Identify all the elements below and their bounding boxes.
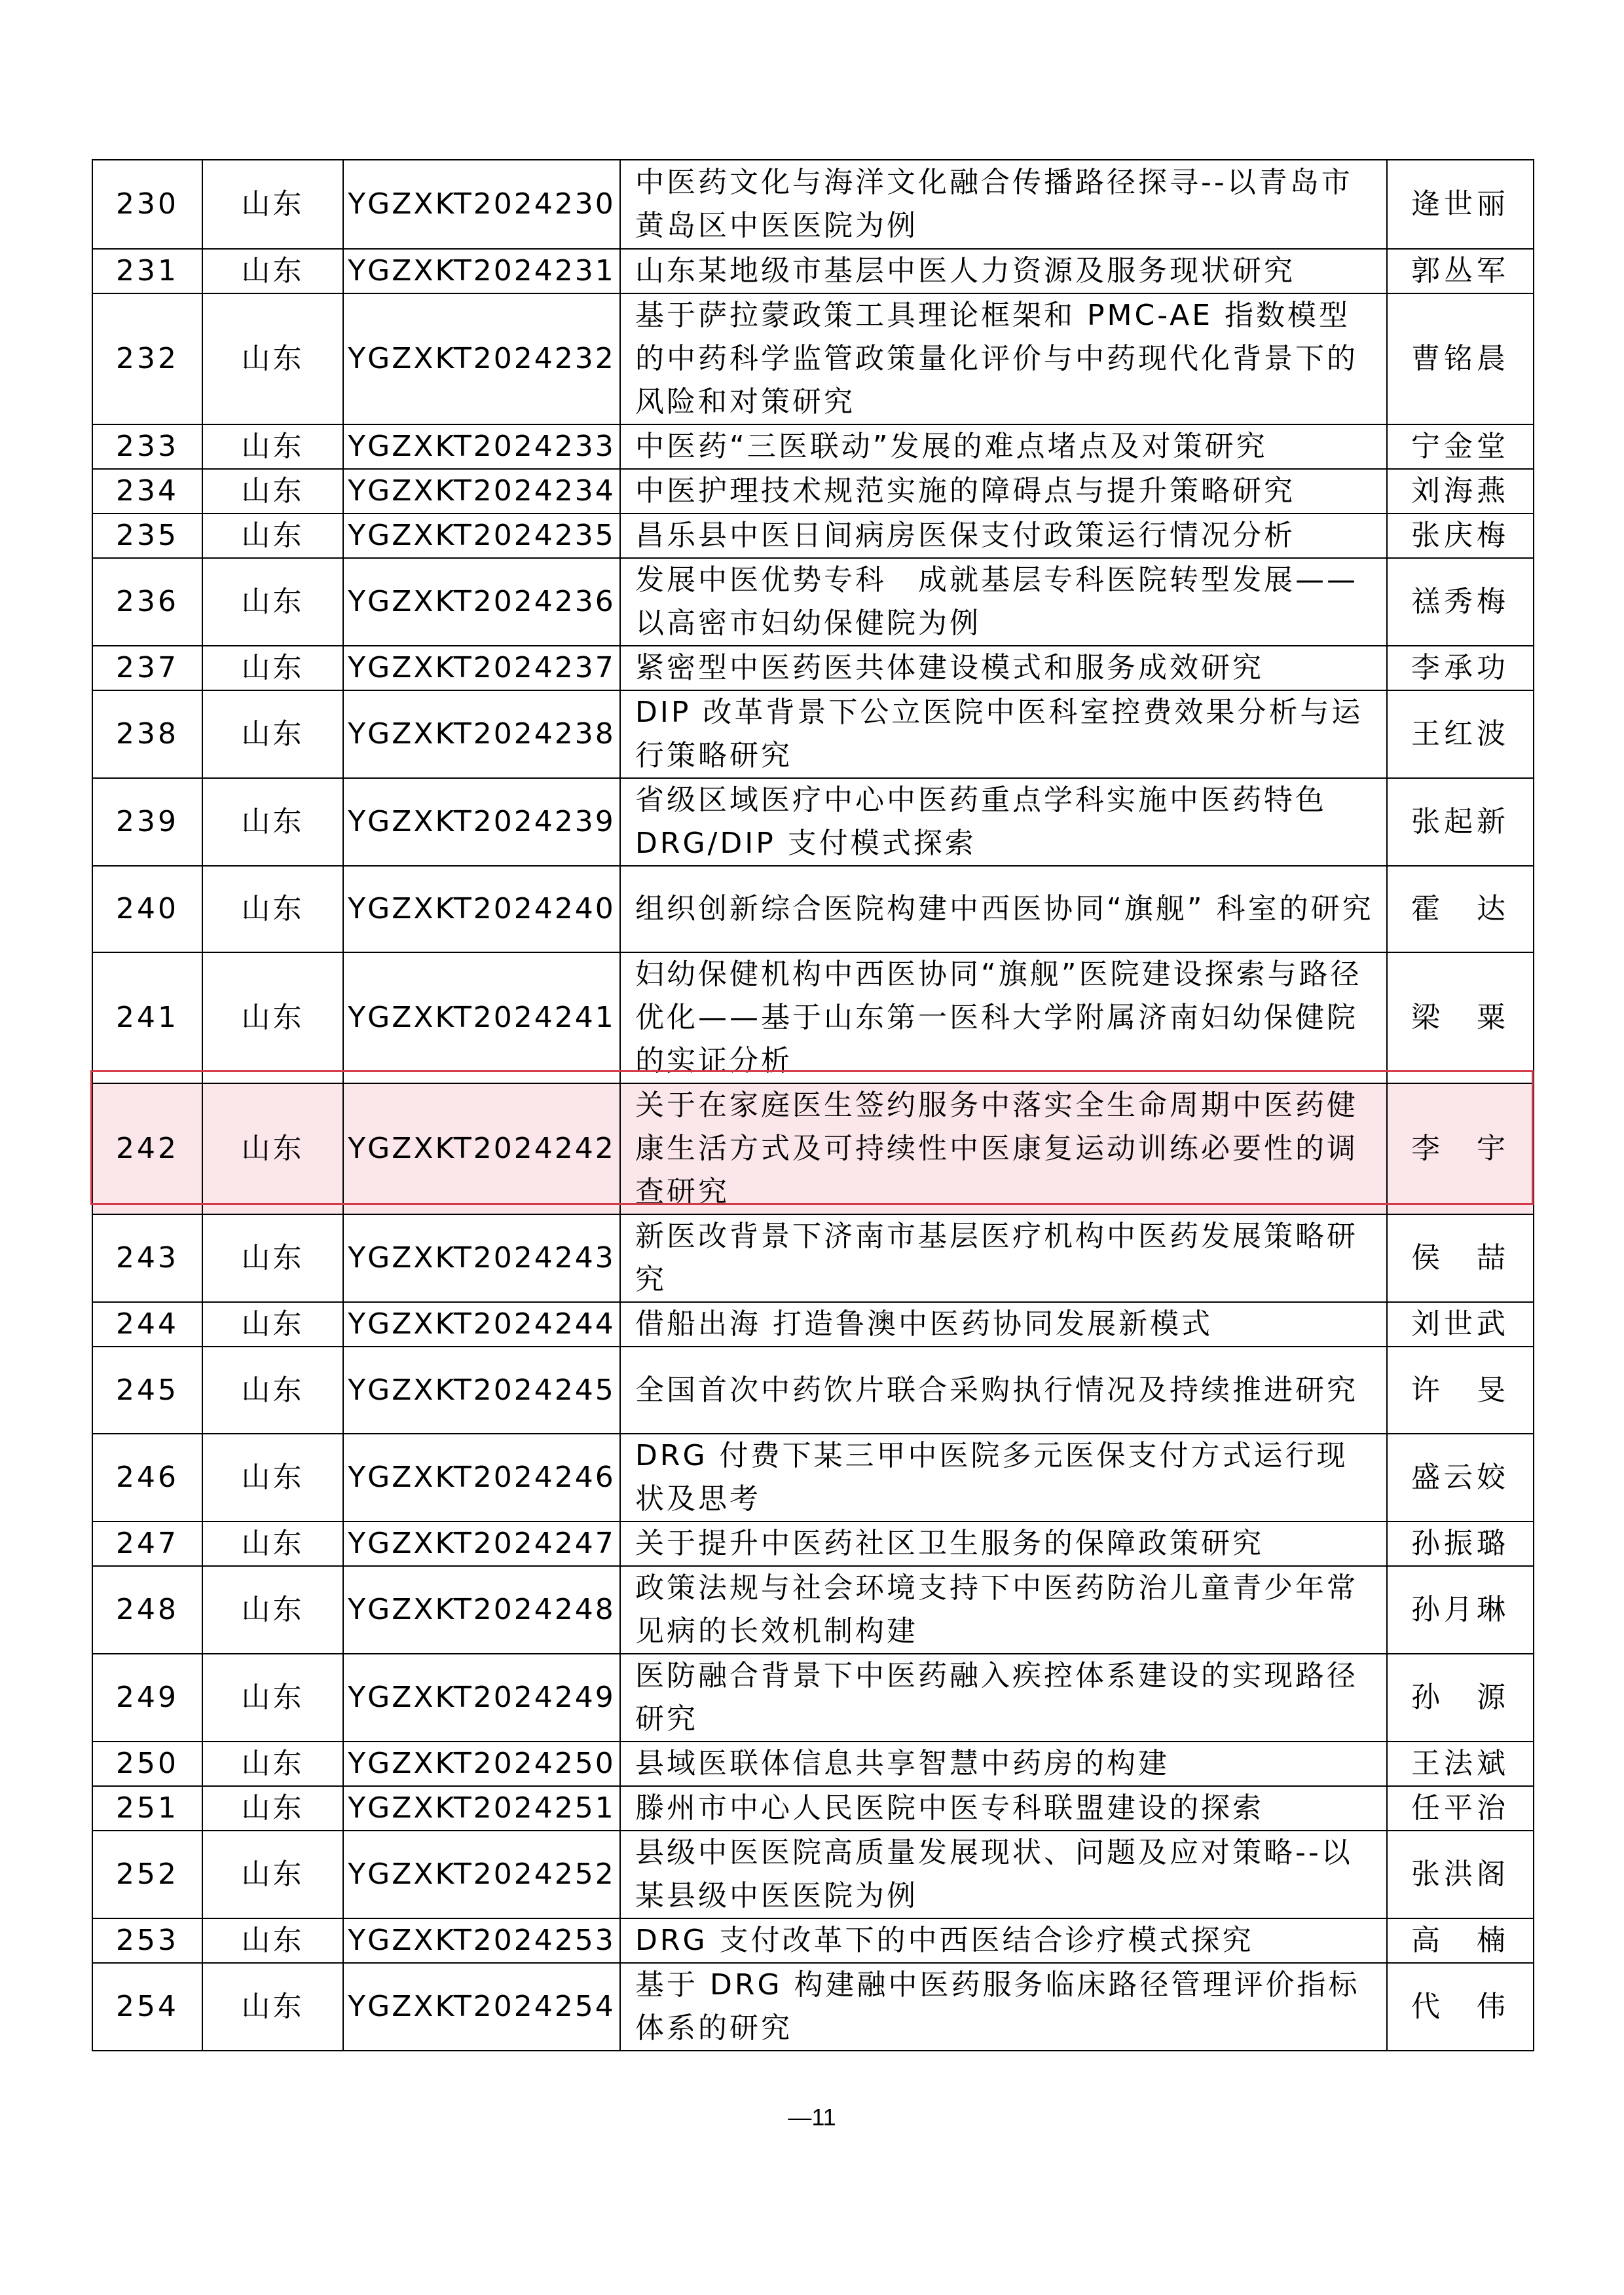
row-title: 基于萨拉蒙政策工具理论框架和 PMC-AE 指数模型的中药科学监管政策量化评价与中药现代化背景下的风险和对策研究 — [620, 293, 1387, 424]
row-province: 山东 — [202, 469, 343, 513]
row-province: 山东 — [202, 952, 343, 1083]
row-title: 妇幼保健机构中西医协同“旗舰”医院建设探索与路径优化——基于山东第一医科大学附属济南妇幼保健院的实证分析 — [620, 952, 1387, 1083]
table-row — [92, 778, 1534, 866]
row-province: 山东 — [202, 1963, 343, 2051]
row-name: 代 伟 — [1387, 1963, 1534, 2051]
table-row — [92, 1214, 1534, 1302]
row-number: 238 — [92, 690, 202, 778]
row-name: 禚秀梅 — [1387, 558, 1534, 646]
row-name: 侯 喆 — [1387, 1214, 1534, 1302]
row-code: YGZXKT2024251 — [343, 1786, 620, 1831]
row-name: 梁 粟 — [1387, 952, 1534, 1083]
row-code: YGZXKT2024238 — [343, 690, 620, 778]
row-province: 山东 — [202, 160, 343, 249]
row-number: 247 — [92, 1521, 202, 1566]
row-province: 山东 — [202, 690, 343, 778]
row-code: YGZXKT2024239 — [343, 778, 620, 866]
table-row — [92, 1831, 1534, 1918]
row-code: YGZXKT2024250 — [343, 1742, 620, 1786]
row-name: 王红波 — [1387, 690, 1534, 778]
table-row — [92, 249, 1534, 293]
table-row — [92, 1302, 1534, 1347]
row-title: 发展中医优势专科 成就基层专科医院转型发展——以高密市妇幼保健院为例 — [620, 558, 1387, 646]
row-title: 中医护理技术规范实施的障碍点与提升策略研究 — [620, 469, 1387, 513]
row-code: YGZXKT2024249 — [343, 1654, 620, 1742]
row-title: 关于在家庭医生签约服务中落实全生命周期中医药健康生活方式及可持续性中医康复运动训练必要性的调查研究 — [620, 1083, 1387, 1214]
row-number: 235 — [92, 513, 202, 558]
row-number: 246 — [92, 1434, 202, 1521]
row-title: DRG 支付改革下的中西医结合诊疗模式探究 — [620, 1918, 1387, 1963]
row-number: 240 — [92, 866, 202, 952]
row-code: YGZXKT2024237 — [343, 646, 620, 690]
row-code: YGZXKT2024233 — [343, 424, 620, 469]
row-number: 253 — [92, 1918, 202, 1963]
row-number: 236 — [92, 558, 202, 646]
row-number: 249 — [92, 1654, 202, 1742]
table-row — [92, 1347, 1534, 1434]
row-province: 山东 — [202, 293, 343, 424]
row-number: 231 — [92, 249, 202, 293]
row-name: 孙振璐 — [1387, 1521, 1534, 1566]
highlighted-table-row — [92, 1083, 1534, 1214]
table-row — [92, 1521, 1534, 1566]
row-province: 山东 — [202, 1302, 343, 1347]
row-name: 孙月琳 — [1387, 1566, 1534, 1654]
row-code: YGZXKT2024243 — [343, 1214, 620, 1302]
table-row — [92, 558, 1534, 646]
row-name: 盛云姣 — [1387, 1434, 1534, 1521]
row-name: 李 宇 — [1387, 1083, 1534, 1214]
row-name: 许 旻 — [1387, 1347, 1534, 1434]
table-row — [92, 646, 1534, 690]
row-code: YGZXKT2024240 — [343, 866, 620, 952]
row-title: 县级中医医院高质量发展现状、问题及应对策略--以某县级中医医院为例 — [620, 1831, 1387, 1918]
row-name: 刘海燕 — [1387, 469, 1534, 513]
table-row — [92, 690, 1534, 778]
row-code: YGZXKT2024236 — [343, 558, 620, 646]
table-row — [92, 469, 1534, 513]
row-name: 张起新 — [1387, 778, 1534, 866]
row-number: 254 — [92, 1963, 202, 2051]
row-number: 245 — [92, 1347, 202, 1434]
row-code: YGZXKT2024252 — [343, 1831, 620, 1918]
row-title: 滕州市中心人民医院中医专科联盟建设的探索 — [620, 1786, 1387, 1831]
row-province: 山东 — [202, 1831, 343, 1918]
table-row — [92, 424, 1534, 469]
row-number: 244 — [92, 1302, 202, 1347]
row-name: 刘世武 — [1387, 1302, 1534, 1347]
row-code: YGZXKT2024248 — [343, 1566, 620, 1654]
row-code: YGZXKT2024254 — [343, 1963, 620, 2051]
row-title: 中医药“三医联动”发展的难点堵点及对策研究 — [620, 424, 1387, 469]
table-row — [92, 1786, 1534, 1831]
row-number: 234 — [92, 469, 202, 513]
row-title: 关于提升中医药社区卫生服务的保障政策研究 — [620, 1521, 1387, 1566]
row-province: 山东 — [202, 866, 343, 952]
row-title: 全国首次中药饮片联合采购执行情况及持续推进研究 — [620, 1347, 1387, 1434]
row-title: 基于 DRG 构建融中医药服务临床路径管理评价指标体系的研究 — [620, 1963, 1387, 2051]
row-title: 新医改背景下济南市基层医疗机构中医药发展策略研究 — [620, 1214, 1387, 1302]
row-province: 山东 — [202, 424, 343, 469]
row-province: 山东 — [202, 1347, 343, 1434]
row-province: 山东 — [202, 1083, 343, 1214]
row-name: 高 楠 — [1387, 1918, 1534, 1963]
row-number: 241 — [92, 952, 202, 1083]
table-row — [92, 1918, 1534, 1963]
row-code: YGZXKT2024234 — [343, 469, 620, 513]
row-name: 张洪阁 — [1387, 1831, 1534, 1918]
row-code: YGZXKT2024231 — [343, 249, 620, 293]
row-province: 山东 — [202, 1654, 343, 1742]
row-number: 237 — [92, 646, 202, 690]
row-code: YGZXKT2024235 — [343, 513, 620, 558]
row-title: 昌乐县中医日间病房医保支付政策运行情况分析 — [620, 513, 1387, 558]
table-row — [92, 513, 1534, 558]
row-code: YGZXKT2024244 — [343, 1302, 620, 1347]
row-number: 252 — [92, 1831, 202, 1918]
row-province: 山东 — [202, 513, 343, 558]
row-province: 山东 — [202, 1742, 343, 1786]
row-number: 230 — [92, 160, 202, 249]
row-title: 中医药文化与海洋文化融合传播路径探寻--以青岛市黄岛区中医医院为例 — [620, 160, 1387, 249]
row-title: 组织创新综合医院构建中西医协同“旗舰” 科室的研究 — [620, 866, 1387, 952]
row-province: 山东 — [202, 249, 343, 293]
table-row — [92, 1566, 1534, 1654]
project-table — [92, 159, 1534, 2051]
table-row — [92, 160, 1534, 249]
row-number: 232 — [92, 293, 202, 424]
row-province: 山东 — [202, 1566, 343, 1654]
row-province: 山东 — [202, 1434, 343, 1521]
row-name: 王法斌 — [1387, 1742, 1534, 1786]
row-code: YGZXKT2024247 — [343, 1521, 620, 1566]
row-province: 山东 — [202, 646, 343, 690]
row-title: 政策法规与社会环境支持下中医药防治儿童青少年常见病的长效机制构建 — [620, 1566, 1387, 1654]
table-row — [92, 1654, 1534, 1742]
row-title: 借船出海 打造鲁澳中医药协同发展新模式 — [620, 1302, 1387, 1347]
page-number: —11 — [788, 2104, 836, 2131]
row-province: 山东 — [202, 778, 343, 866]
row-name: 曹铭晨 — [1387, 293, 1534, 424]
table-row — [92, 293, 1534, 424]
table-row — [92, 866, 1534, 952]
row-number: 251 — [92, 1786, 202, 1831]
row-number: 248 — [92, 1566, 202, 1654]
row-code: YGZXKT2024232 — [343, 293, 620, 424]
row-code: YGZXKT2024242 — [343, 1083, 620, 1214]
table-row — [92, 1742, 1534, 1786]
row-name: 任平治 — [1387, 1786, 1534, 1831]
row-code: YGZXKT2024253 — [343, 1918, 620, 1963]
row-title: 紧密型中医药医共体建设模式和服务成效研究 — [620, 646, 1387, 690]
row-title: 省级区域医疗中心中医药重点学科实施中医药特色DRG/DIP 支付模式探索 — [620, 778, 1387, 866]
row-name: 霍 达 — [1387, 866, 1534, 952]
row-province: 山东 — [202, 558, 343, 646]
row-title: 县域医联体信息共享智慧中药房的构建 — [620, 1742, 1387, 1786]
table-row — [92, 952, 1534, 1083]
row-number: 243 — [92, 1214, 202, 1302]
row-name: 张庆梅 — [1387, 513, 1534, 558]
table-row — [92, 1963, 1534, 2051]
row-province: 山东 — [202, 1521, 343, 1566]
row-number: 242 — [92, 1083, 202, 1214]
table-row — [92, 1434, 1534, 1521]
row-name: 逄世丽 — [1387, 160, 1534, 249]
row-name: 孙 源 — [1387, 1654, 1534, 1742]
row-number: 233 — [92, 424, 202, 469]
row-name: 郭丛军 — [1387, 249, 1534, 293]
row-province: 山东 — [202, 1786, 343, 1831]
row-code: YGZXKT2024246 — [343, 1434, 620, 1521]
project-table-body — [92, 160, 1534, 2051]
row-code: YGZXKT2024230 — [343, 160, 620, 249]
row-province: 山东 — [202, 1214, 343, 1302]
row-number: 250 — [92, 1742, 202, 1786]
row-code: YGZXKT2024241 — [343, 952, 620, 1083]
row-name: 李承功 — [1387, 646, 1534, 690]
row-province: 山东 — [202, 1918, 343, 1963]
row-title: 山东某地级市基层中医人力资源及服务现状研究 — [620, 249, 1387, 293]
row-title: DIP 改革背景下公立医院中医科室控费效果分析与运行策略研究 — [620, 690, 1387, 778]
row-name: 宁金堂 — [1387, 424, 1534, 469]
row-title: 医防融合背景下中医药融入疾控体系建设的实现路径研究 — [620, 1654, 1387, 1742]
row-number: 239 — [92, 778, 202, 866]
row-code: YGZXKT2024245 — [343, 1347, 620, 1434]
row-title: DRG 付费下某三甲中医院多元医保支付方式运行现状及思考 — [620, 1434, 1387, 1521]
